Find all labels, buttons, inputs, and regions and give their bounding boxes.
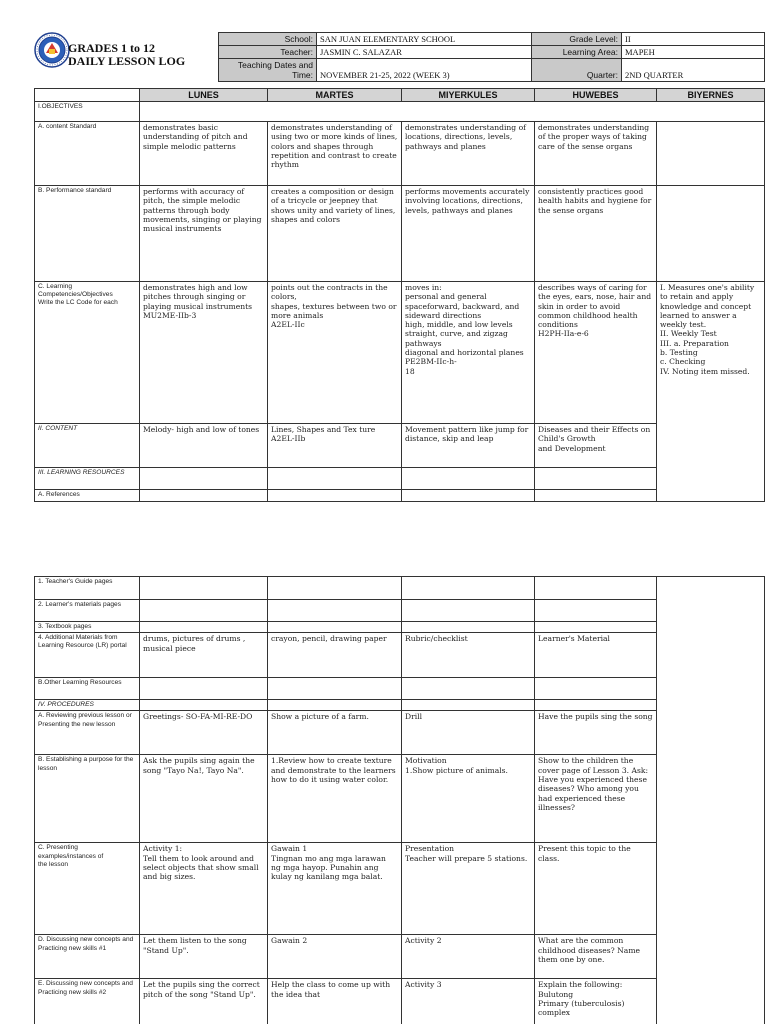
- day-header-lunes: LUNES: [140, 89, 268, 102]
- content-standard-martes: demonstrates understanding of using two or more kinds of lines, colors and shapes through repetition and contrast to create rhythm: [268, 122, 402, 186]
- learners-materials-martes: [268, 600, 402, 622]
- discussing-2-lunes: Let the pupils sing the correct pitch of the song "Stand Up".: [140, 979, 268, 1024]
- title-line-1: GRADES 1 to 12: [68, 41, 156, 55]
- presenting-examples-miyerkules: Presentation Teacher will prepare 5 stations.: [402, 843, 535, 935]
- discussing-2-martes: Help the class to come up with the idea that: [268, 979, 402, 1024]
- day-header-huwebes: HUWEBES: [535, 89, 657, 102]
- content-standard-label: A. content Standard: [35, 122, 140, 186]
- other-resources-label: B.Other Learning Resources: [35, 678, 140, 700]
- presenting-examples-huwebes: Present this topic to the class.: [535, 843, 657, 935]
- teaching-dates-label: Teaching Dates and Time:: [219, 59, 317, 82]
- competencies-huwebes: describes ways of caring for the eyes, ears, nose, hair and skin in order to avoid common childhood health conditions H2PH-IIa-e-6: [535, 282, 657, 424]
- content-huwebes: Diseases and their Effects on Child's Growth and Development: [535, 424, 657, 468]
- discussing-1-lunes: Let them listen to the song "Stand Up".: [140, 935, 268, 979]
- competencies-martes: points out the contracts in the colors, shapes, textures between two or more animals A2EL-IIc: [268, 282, 402, 424]
- learning-resources-huwebes: [535, 468, 657, 490]
- performance-standard-biyernes: [657, 186, 765, 282]
- other-resources-huwebes: [535, 678, 657, 700]
- content-miyerkules: Movement pattern like jump for distance, skip and leap: [402, 424, 535, 468]
- references-miyerkules: [402, 490, 535, 502]
- teachers-guide-label: 1. Teacher's Guide pages: [35, 577, 140, 600]
- teaching-dates-value: NOVEMBER 21-25, 2022 (WEEK 3): [317, 59, 532, 82]
- references-lunes: [140, 490, 268, 502]
- school-label: School:: [219, 33, 317, 46]
- day-header-martes: MARTES: [268, 89, 402, 102]
- additional-materials-huwebes: Learner's Material: [535, 633, 657, 678]
- learning-resources-miyerkules: [402, 468, 535, 490]
- content-standard-miyerkules: demonstrates understanding of locations, directions, levels, pathways and planes: [402, 122, 535, 186]
- procedures-martes: [268, 700, 402, 711]
- title-line-2: DAILY LESSON LOG: [68, 54, 186, 68]
- references-huwebes: [535, 490, 657, 502]
- performance-standard-label: B. Performance standard: [35, 186, 140, 282]
- textbook-pages-label: 3. Textbook pages: [35, 622, 140, 633]
- learners-materials-lunes: [140, 600, 268, 622]
- learning-area-value: MAPEH: [622, 46, 765, 59]
- quarter-value: 2ND QUARTER: [622, 59, 765, 82]
- additional-materials-lunes: drums, pictures of drums , musical piece: [140, 633, 268, 678]
- reviewing-huwebes: Have the pupils sing the song: [535, 711, 657, 755]
- quarter-label: Quarter:: [532, 59, 622, 82]
- references-label: A. References: [35, 490, 140, 502]
- performance-standard-huwebes: consistently practices good health habits and hygiene for the sense organs: [535, 186, 657, 282]
- lesson-table-bottom: [34, 576, 765, 1024]
- content-lunes: Melody- high and low of tones: [140, 424, 268, 468]
- grade-level-value: II: [622, 33, 765, 46]
- other-resources-miyerkules: [402, 678, 535, 700]
- content-standard-lunes: demonstrates basic understanding of pitch and simple melodic patterns: [140, 122, 268, 186]
- content-standard-huwebes: demonstrates understanding of the proper ways of taking care of the sense organs: [535, 122, 657, 186]
- objectives-span: [140, 102, 765, 122]
- teachers-guide-martes: [268, 577, 402, 600]
- discussing-1-miyerkules: Activity 2: [402, 935, 535, 979]
- content-standard-biyernes: [657, 122, 765, 186]
- purpose-label: B. Establishing a purpose for the lesson: [35, 755, 140, 843]
- discussing-1-label: D. Discussing new concepts and Practicing new skills #1: [35, 935, 140, 979]
- competencies-miyerkules: moves in: personal and general spaceforward, backward, and sideward directions high, middle, and low levels straight, curve, and zigzag pathways diagonal and horizontal planes PE2BM-IIc-h- 18: [402, 282, 535, 424]
- learning-resources-heading: III. LEARNING RESOURCES: [35, 468, 140, 490]
- content-label: II. CONTENT: [35, 424, 140, 468]
- document-title: [68, 42, 185, 68]
- teachers-guide-lunes: [140, 577, 268, 600]
- biyernes-column-bottom: [657, 577, 765, 1024]
- reviewing-miyerkules: Drill: [402, 711, 535, 755]
- competencies-lunes: demonstrates high and low pitches through singing or playing musical instruments MU2ME-IIb-3: [140, 282, 268, 424]
- learning-resources-lunes: [140, 468, 268, 490]
- purpose-martes: 1.Review how to create texture and demonstrate to the learners how to do it using water color.: [268, 755, 402, 843]
- presenting-examples-label: C. Presenting examples/instances of the lesson: [35, 843, 140, 935]
- performance-standard-lunes: performs with accuracy of pitch, the simple melodic patterns through body movements, singing or playing musical instruments: [140, 186, 268, 282]
- procedures-huwebes: [535, 700, 657, 711]
- objectives-heading: I.OBJECTIVES: [35, 102, 140, 122]
- performance-standard-martes: creates a composition or design of a tricycle or jeepney that shows unity and variety of lines, shapes and colors: [268, 186, 402, 282]
- procedures-heading: IV. PROCEDURES: [35, 700, 140, 711]
- other-resources-martes: [268, 678, 402, 700]
- teachers-guide-miyerkules: [402, 577, 535, 600]
- content-martes: Lines, Shapes and Tex ture A2EL-IIb: [268, 424, 402, 468]
- info-table: [218, 32, 765, 82]
- purpose-miyerkules: Motivation 1.Show picture of animals.: [402, 755, 535, 843]
- procedures-lunes: [140, 700, 268, 711]
- day-header-miyerkules: MIYERKULES: [402, 89, 535, 102]
- competencies-label: C. Learning Competencies/Objectives Write the LC Code for each: [35, 282, 140, 424]
- learners-materials-label: 2. Learner's materials pages: [35, 600, 140, 622]
- teacher-value: JASMIN C. SALAZAR: [317, 46, 532, 59]
- reviewing-label: A. Reviewing previous lesson or Presenting the new lesson: [35, 711, 140, 755]
- day-header-biyernes: BIYERNES: [657, 89, 765, 102]
- additional-materials-martes: crayon, pencil, drawing paper: [268, 633, 402, 678]
- lesson-table-top: [34, 88, 765, 502]
- textbook-pages-lunes: [140, 622, 268, 633]
- discussing-2-miyerkules: Activity 3: [402, 979, 535, 1024]
- teacher-label: Teacher:: [219, 46, 317, 59]
- reviewing-martes: Show a picture of a farm.: [268, 711, 402, 755]
- corner-header: [35, 89, 140, 102]
- discussing-1-huwebes: What are the common childhood diseases? Name them one by one.: [535, 935, 657, 979]
- learning-resources-martes: [268, 468, 402, 490]
- teachers-guide-huwebes: [535, 577, 657, 600]
- purpose-lunes: Ask the pupils sing again the song "Tayo Na!, Tayo Na".: [140, 755, 268, 843]
- grade-level-label: Grade Level:: [532, 33, 622, 46]
- textbook-pages-martes: [268, 622, 402, 633]
- weekly-test-biyernes: I. Measures one's ability to retain and apply knowledge and concept learned to answer a weekly test. II. Weekly Test III. a. Preparation b. Testing c. Checking IV. Noting item missed.: [657, 282, 765, 502]
- discussing-1-martes: Gawain 2: [268, 935, 402, 979]
- learners-materials-huwebes: [535, 600, 657, 622]
- performance-standard-miyerkules: performs movements accurately involving locations, directions, levels, pathways and planes: [402, 186, 535, 282]
- presenting-examples-lunes: Activity 1: Tell them to look around and select objects that show small and big sizes.: [140, 843, 268, 935]
- reviewing-lunes: Greetings- SO-FA-MI-RE-DO: [140, 711, 268, 755]
- school-value: SAN JUAN ELEMENTARY SCHOOL: [317, 33, 532, 46]
- textbook-pages-miyerkules: [402, 622, 535, 633]
- discussing-2-huwebes: Explain the following: Bulutong Primary (tuberculosis) complex: [535, 979, 657, 1024]
- procedures-miyerkules: [402, 700, 535, 711]
- learning-area-label: Learning Area:: [532, 46, 622, 59]
- presenting-examples-martes: Gawain 1 Tingnan mo ang mga larawan ng mga hayop. Punahin ang kulay ng kanilang mga balat.: [268, 843, 402, 935]
- other-resources-lunes: [140, 678, 268, 700]
- references-martes: [268, 490, 402, 502]
- learners-materials-miyerkules: [402, 600, 535, 622]
- discussing-2-label: E. Discussing new concepts and Practicing new skills #2: [35, 979, 140, 1024]
- deped-seal-icon: [34, 32, 70, 68]
- purpose-huwebes: Show to the children the cover page of Lesson 3. Ask: Have you experienced these diseases? Who among you had experienced these illnesses?: [535, 755, 657, 843]
- additional-materials-label: 4. Additional Materials from Learning Resource (LR) portal: [35, 633, 140, 678]
- textbook-pages-huwebes: [535, 622, 657, 633]
- additional-materials-miyerkules: Rubric/checklist: [402, 633, 535, 678]
